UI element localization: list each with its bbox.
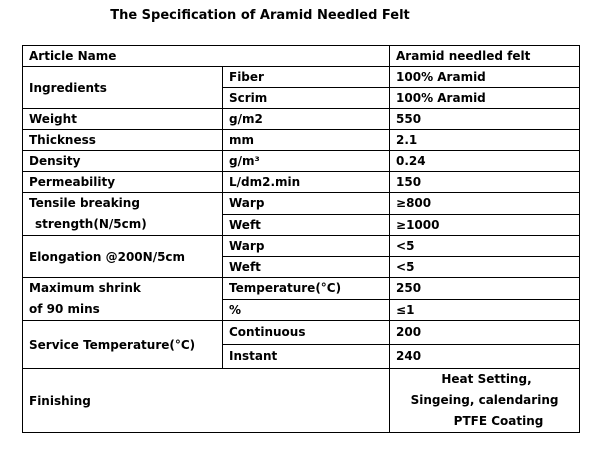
- tensile-label-line1: Tensile breaking: [29, 196, 140, 210]
- thickness-label: Thickness: [23, 130, 223, 151]
- weight-value: 550: [390, 109, 580, 130]
- table-row-thickness: [23, 130, 580, 151]
- shrink-percent-value: ≤1: [390, 299, 580, 321]
- density-unit: g/m³: [223, 151, 390, 172]
- density-label: Density: [23, 151, 223, 172]
- header-value-cell: Aramid needled felt: [390, 46, 580, 67]
- table-row-weight: [23, 109, 580, 130]
- ingredients-label: Ingredients: [23, 67, 223, 109]
- thickness-unit: mm: [223, 130, 390, 151]
- ingredients-scrim-value: 100% Aramid: [390, 88, 580, 109]
- finishing-line-2: Singeing, calendaring: [410, 393, 559, 407]
- shrink-label-line1: Maximum shrink: [29, 281, 141, 295]
- header-label-cell: Article Name: [23, 46, 390, 67]
- elongation-warp-value: <5: [390, 236, 580, 257]
- thickness-value: 2.1: [390, 130, 580, 151]
- tensile-weft-sub: Weft: [223, 214, 390, 236]
- shrink-label-line2: of 90 mins: [29, 302, 100, 316]
- finishing-line-1: Heat Setting,: [441, 372, 532, 386]
- elongation-weft-sub: Weft: [223, 257, 390, 278]
- table-row-shrink-temperature: [23, 278, 580, 300]
- tensile-weft-value: ≥1000: [390, 214, 580, 236]
- table-row-article-name: [23, 46, 580, 67]
- ingredients-scrim-sub: Scrim: [223, 88, 390, 109]
- finishing-value: [390, 369, 580, 433]
- spec-table: [22, 45, 580, 433]
- density-value: 0.24: [390, 151, 580, 172]
- table-row-density: [23, 151, 580, 172]
- finishing-line-3: PTFE Coating: [453, 414, 544, 428]
- service-temp-label: Service Temperature(°C): [23, 321, 223, 369]
- shrink-temperature-sub: Temperature(°C): [223, 278, 390, 300]
- table-row-finishing: [23, 369, 580, 433]
- shrink-label: [23, 278, 223, 321]
- service-continuous-sub: Continuous: [223, 321, 390, 345]
- tensile-label: [23, 193, 223, 236]
- finishing-label: Finishing: [23, 369, 390, 433]
- tensile-warp-sub: Warp: [223, 193, 390, 215]
- weight-label: Weight: [23, 109, 223, 130]
- service-continuous-value: 200: [390, 321, 580, 345]
- elongation-warp-sub: Warp: [223, 236, 390, 257]
- ingredients-fiber-value: 100% Aramid: [390, 67, 580, 88]
- permeability-label: Permeability: [23, 172, 223, 193]
- permeability-value: 150: [390, 172, 580, 193]
- document-title: The Specification of Aramid Needled Felt: [110, 8, 410, 23]
- service-instant-value: 240: [390, 345, 580, 369]
- shrink-temperature-value: 250: [390, 278, 580, 300]
- elongation-weft-value: <5: [390, 257, 580, 278]
- permeability-unit: L/dm2.min: [223, 172, 390, 193]
- table-row-ingredients-fiber: [23, 67, 580, 88]
- ingredients-fiber-sub: Fiber: [223, 67, 390, 88]
- shrink-percent-sub: %: [223, 299, 390, 321]
- table-row-tensile-warp: [23, 193, 580, 215]
- weight-unit: g/m2: [223, 109, 390, 130]
- table-row-permeability: [23, 172, 580, 193]
- tensile-label-line2: strength(N/5cm): [35, 217, 147, 231]
- tensile-warp-value: ≥800: [390, 193, 580, 215]
- table-row-elongation-warp: [23, 236, 580, 257]
- elongation-label: Elongation @200N/5cm: [23, 236, 223, 278]
- service-instant-sub: Instant: [223, 345, 390, 369]
- table-row-service-continuous: [23, 321, 580, 345]
